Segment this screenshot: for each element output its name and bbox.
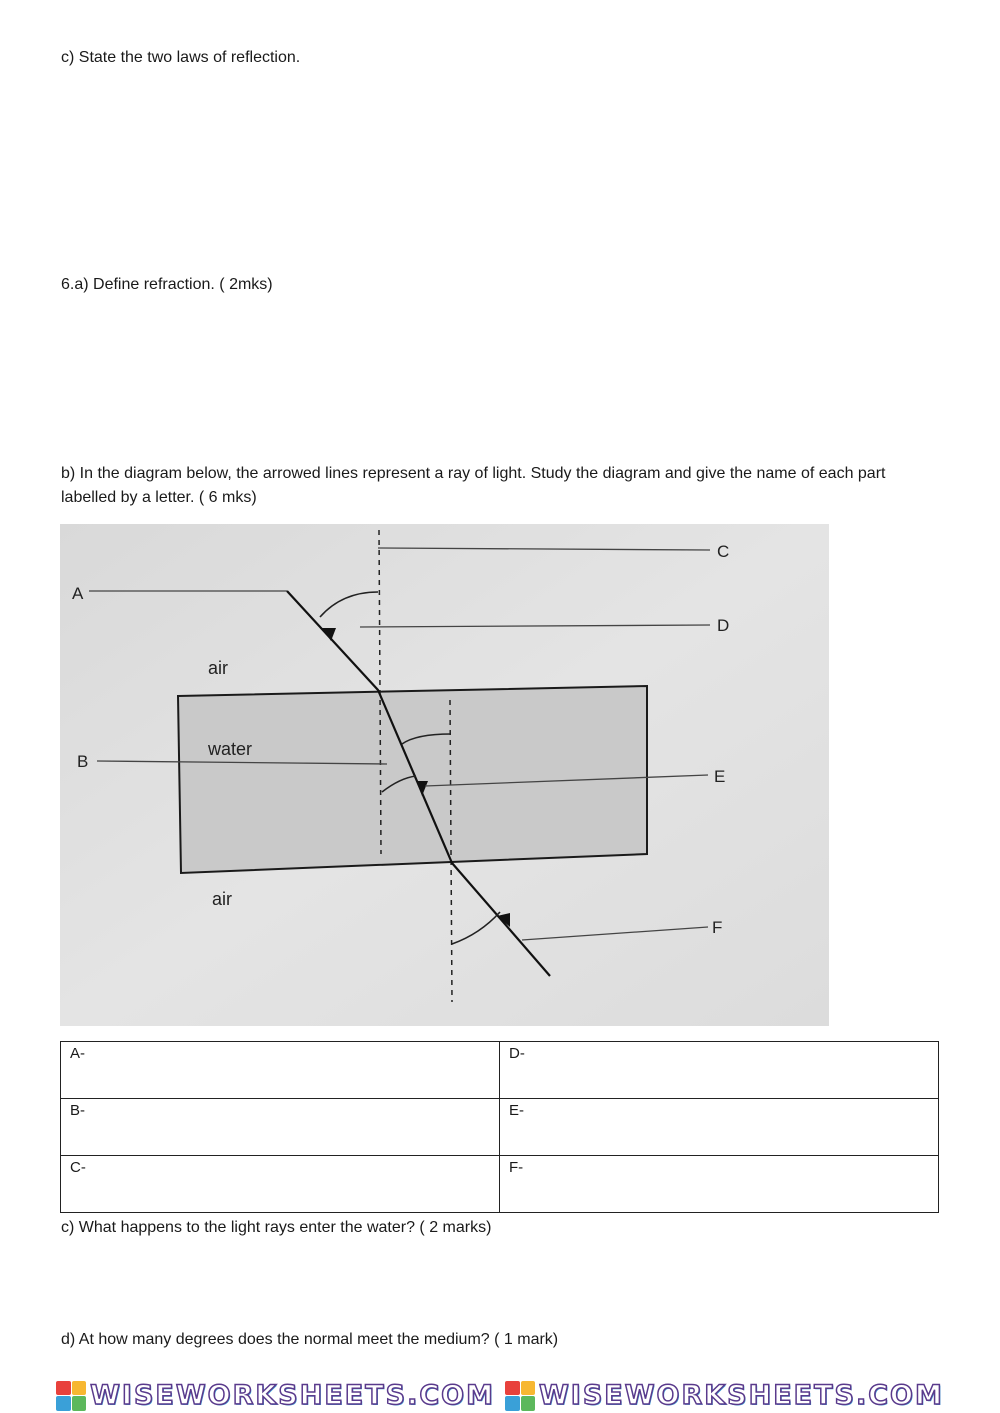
answer-cell-F[interactable]: F- xyxy=(500,1156,939,1213)
question-6a-define-refraction: 6.a) Define refraction. ( 2mks) xyxy=(61,276,273,293)
table-row xyxy=(61,1099,939,1156)
label-E: E xyxy=(714,767,726,786)
answer-cell-B[interactable]: B- xyxy=(61,1099,500,1156)
brand-text: WISEWORKSHEETS.COM xyxy=(539,1380,944,1411)
label-water: water xyxy=(208,739,253,759)
refraction-diagram-photo xyxy=(60,524,829,1026)
question-c-light-enters-water: c) What happens to the light rays enter the water? ( 2 marks) xyxy=(61,1219,492,1236)
question-d-normal-angle: d) At how many degrees does the normal meet the medium? ( 1 mark) xyxy=(61,1331,559,1348)
label-air-top: air xyxy=(208,658,229,678)
answer-cell-D[interactable]: D- xyxy=(500,1042,939,1099)
brand-logo-icon xyxy=(56,1381,86,1411)
footer-watermark xyxy=(0,1378,1000,1413)
label-B: B xyxy=(77,752,89,771)
label-D: D xyxy=(717,616,730,635)
answer-cell-E[interactable]: E- xyxy=(500,1099,939,1156)
question-c-laws-of-reflection: c) State the two laws of reflection. xyxy=(61,49,301,66)
brand-text: WISEWORKSHEETS.COM xyxy=(90,1380,495,1411)
table-row xyxy=(61,1042,939,1099)
brand-watermark xyxy=(56,1380,495,1411)
question-6b-diagram-instructions: b) In the diagram below, the arrowed lines represent a ray of light. Study the diagram and give the name of each part labelled by a letter. ( 6 mks) xyxy=(61,465,886,506)
answer-table xyxy=(60,1041,939,1213)
label-C: C xyxy=(717,542,730,561)
label-air-bottom: air xyxy=(212,889,233,909)
answer-cell-A[interactable]: A- xyxy=(61,1042,500,1099)
label-A: A xyxy=(72,584,84,603)
table-row xyxy=(61,1156,939,1213)
brand-logo-icon xyxy=(505,1381,535,1411)
brand-watermark xyxy=(505,1380,944,1411)
answer-cell-C[interactable]: C- xyxy=(61,1156,500,1213)
label-F: F xyxy=(712,918,723,937)
